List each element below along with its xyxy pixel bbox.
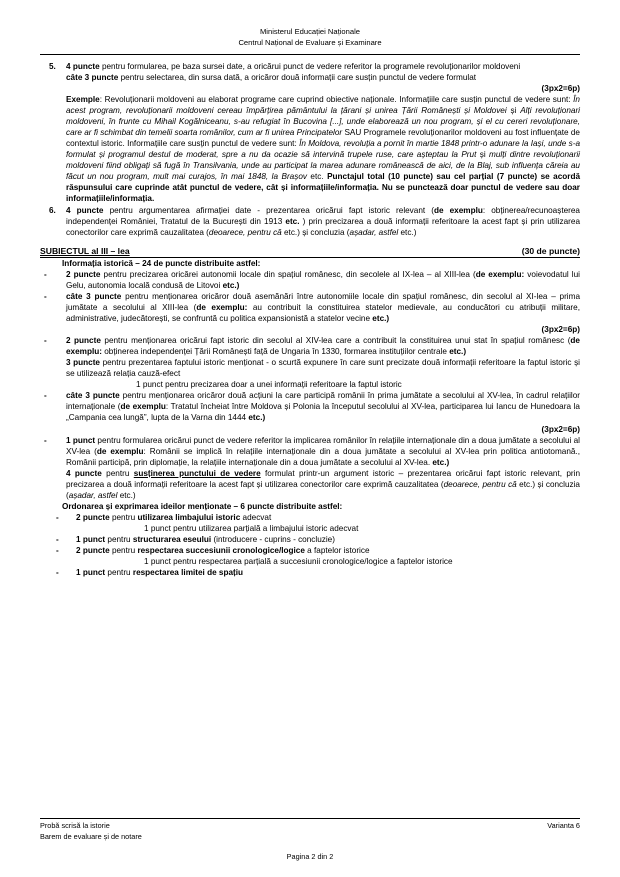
bullet-dash: - bbox=[44, 336, 47, 346]
example-quote-3: În Moldova, revoluția a pornit în martie 1848 printr-o adunare la Iași, unde s-a formulat și programul destul de moderat, spre a nu da ocazie să intervină trupele ruse, care așteptau la Prut bbox=[66, 139, 580, 160]
bullet-2-points: câte 3 puncte bbox=[66, 292, 122, 302]
footer-barem: Barem de evaluare și de notare bbox=[40, 831, 142, 841]
bullet-5-text bbox=[66, 435, 580, 468]
para-4-puncte-text-3: etc.) și concluzia ( bbox=[66, 479, 580, 500]
para-4-puncte bbox=[40, 468, 580, 501]
item-5-line-2-text: pentru selectarea, din sursa dată, a oricăror două informații care susțin punctul de vedere formulat bbox=[118, 73, 477, 83]
bullet-dash: - bbox=[44, 391, 47, 401]
para-4-puncte-underlined: susținerea punctului de vedere bbox=[133, 468, 261, 478]
bullet-dash: - bbox=[44, 270, 47, 280]
bullet-3-points: 2 puncte bbox=[66, 336, 101, 346]
bullet-1-etc: etc.) bbox=[222, 281, 240, 291]
bullet-1-text-1: pentru precizarea oricărei autonomii locale din spațiul românesc, din secolele al IX-lea – al XIII-lea ( bbox=[100, 270, 476, 280]
item-5-line-2 bbox=[66, 72, 580, 83]
item-5-score: (3px2=6p) bbox=[541, 84, 580, 94]
bullet-5-text-2: : Românii se implică în relațiile internaționale din a doua jumătate a secolului al XV-lea prin politica antiotomană., Românii participă, prin diplomație, la relațiile internaționale din a doua jumătate a secolului al XV-lea. bbox=[66, 446, 580, 467]
bullet-4-score-row bbox=[66, 424, 580, 435]
order-bullet-4-text-1: pentru bbox=[105, 567, 133, 577]
item-6-etc: etc. bbox=[285, 217, 300, 227]
footer-page-number: Pagina 2 din 2 bbox=[286, 852, 334, 862]
bullet-1-text-2: voievodatul lui Gelu, autonomia locală condusă de Litovoi bbox=[66, 270, 580, 291]
order-bullet-4-criterion: respectarea limitei de spațiu bbox=[132, 567, 244, 577]
footer-exam-name: Probă scrisă la istorie bbox=[40, 821, 110, 831]
bullet-dash: - bbox=[56, 567, 59, 577]
info-istorica-points: 24 de puncte distribuite astfel: bbox=[142, 259, 261, 269]
bullet-4-text bbox=[66, 390, 580, 423]
bullet-2-text bbox=[66, 291, 580, 324]
bullet-4-text-2: : Tratatul încheiat între Moldova și Polonia la începutul secolului al XV-lea, participarea lui Iancu de Hunedoara la „Campania cea lungă”, lupta de la Varna din 1444 bbox=[66, 402, 580, 423]
order-bullet-1-points: 2 puncte bbox=[76, 512, 110, 522]
bullet-dash: - bbox=[56, 512, 59, 522]
info-istorica-label: Informația istorică bbox=[62, 259, 133, 269]
para-4-puncte-text-4: etc.) bbox=[117, 490, 136, 500]
footer-variant: Varianta 6 bbox=[547, 821, 580, 831]
info-istorica-heading bbox=[40, 258, 580, 269]
ordonarea-heading: Ordonarea și exprimarea ideilor menționate – 6 puncte distribuite astfel: bbox=[62, 501, 343, 511]
order-bullet-1-text-2: adecvat bbox=[240, 512, 272, 522]
example-text-2: și bbox=[506, 106, 521, 116]
bullet-item-1 bbox=[40, 269, 580, 291]
bullet-2-text-1: pentru menționarea oricăror două asemănări între autonomiile locale din spațiul românesc, din secolul al XI-lea – prima jumătate a secolului al XIII-lea ( bbox=[66, 292, 581, 313]
bullet-5-example-label: de exemplu bbox=[96, 446, 144, 456]
bullet-dash: - bbox=[44, 292, 47, 302]
item-5-sub-points: câte 3 puncte bbox=[66, 73, 119, 83]
subject-3-title-row bbox=[40, 246, 580, 259]
bullet-item-4 bbox=[40, 390, 580, 434]
bullet-3-etc: etc.) bbox=[449, 347, 467, 357]
order-bullet-3-text-2: a faptelor istorice bbox=[304, 545, 370, 555]
bullet-5-text-1: pentru formularea oricărui punct de vedere referitor la implicarea românilor în relațiile internaționale din a doua jumătate a secolului al XV-lea ( bbox=[66, 435, 580, 456]
info-istorica-dash: – bbox=[132, 259, 143, 269]
item-5-score-row bbox=[66, 83, 580, 94]
item-5-line-1-text: pentru formularea, pe baza sursei date, a oricărui punct de vedere referitor la programele revoluționarilor moldoveni bbox=[99, 62, 521, 71]
item-6-ital-2: așadar, astfel bbox=[349, 228, 399, 238]
subject-3-points: (30 de puncte) bbox=[521, 245, 580, 256]
order-bullet-1 bbox=[40, 512, 580, 523]
bullet-3-text bbox=[66, 335, 580, 357]
order-bullet-3-text-1: pentru bbox=[109, 545, 138, 555]
bullet-item-3 bbox=[40, 335, 580, 357]
para-1-punct-sub: 1 punct pentru precizarea doar a unei informații referitoare la faptul istoric bbox=[136, 380, 402, 390]
para-3-puncte-points: 3 puncte bbox=[66, 358, 100, 368]
bullet-1-text bbox=[66, 269, 580, 291]
item-5-points: 4 puncte bbox=[66, 62, 100, 71]
example-text-3: SAU Programele revoluționarilor moldoveni au fost influențate de contextul istoric. Informațiile care susțin punctul de vedere sunt: bbox=[66, 128, 580, 149]
bullet-4-text-1: pentru menționarea oricăror două acțiuni la care participă românii în prima jumătate a secolului al XV-lea, în cadrul relațiilor internaționale ( bbox=[66, 391, 581, 412]
bullet-dash: - bbox=[56, 534, 59, 544]
para-4-puncte-ital-1: deoarece, pentru că bbox=[443, 479, 517, 489]
order-bullet-2-points: 1 punct bbox=[76, 534, 106, 544]
item-6-ital-1: deoarece, pentru că bbox=[208, 228, 282, 238]
order-bullet-2 bbox=[40, 534, 580, 545]
bullet-4-points: câte 3 puncte bbox=[66, 391, 120, 401]
para-4-puncte-text-2: formulat printr-un argument istoric – prezentarea oricărui fapt istoric relevant, prin precizarea a două informații referitoare la acest fapt și utilizarea conectorilor care exprimă cauzalitatea ( bbox=[66, 468, 581, 489]
example-bold-tail: Punctajul total (10 puncte) sau cel parțial (7 puncte) se acordă răspunsului care cuprinde atât punctul de vedere, cât și informațiile/informația. Nu se punctează doar punctul de vedere sau doar informațiile/informația. bbox=[66, 172, 581, 204]
bullet-4-score: (3px2=6p) bbox=[541, 424, 580, 434]
bullet-item-5 bbox=[40, 435, 580, 468]
bullet-2-etc: etc.) bbox=[372, 314, 390, 324]
para-4-puncte-ital-2: așadar, astfel bbox=[68, 490, 118, 500]
example-text-4: și bbox=[476, 150, 490, 160]
order-bullet-2-text bbox=[76, 534, 580, 545]
bullet-3-text-1: pentru menționarea oricărui fapt istoric din secolul al XIV-lea care a contribuit la constituirea unui stat în spațiul românesc ( bbox=[100, 336, 571, 346]
bullet-5-etc: etc.) bbox=[432, 457, 450, 467]
ministry-line: Ministerul Educației Naționale bbox=[259, 27, 361, 36]
bullet-1-example-label: de exemplu: bbox=[475, 270, 525, 280]
para-3-puncte-text: pentru prezentarea faptului istoric menționat - o scurtă expunere în care sunt precizate două informații referitoare la faptul istoric și se utilizează relația cauză-efect bbox=[66, 358, 580, 379]
order-bullet-2-criterion: structurarea eseului bbox=[132, 534, 212, 544]
item-5-line-1 bbox=[66, 61, 580, 72]
item-6-number: 6. bbox=[49, 206, 56, 216]
example-label: Exemple bbox=[66, 95, 100, 105]
order-bullet-4-text bbox=[76, 567, 580, 578]
bullet-4-example-label: de exemplu bbox=[120, 402, 166, 412]
header-divider bbox=[40, 54, 580, 55]
document-content bbox=[40, 61, 580, 578]
bullet-1-points: 2 puncte bbox=[66, 270, 101, 280]
item-5 bbox=[40, 61, 580, 204]
center-line: Centrul Național de Evaluare și Examinare bbox=[238, 38, 382, 47]
item-6-text-3: ) prin precizarea a două informații referitoare la acest fapt și prin utilizarea conectorilor care exprimă cauzalitatea ( bbox=[66, 217, 580, 238]
order-bullet-1-criterion: utilizarea limbajului istoric bbox=[137, 512, 241, 522]
para-3-puncte bbox=[40, 357, 580, 379]
footer-divider bbox=[40, 818, 580, 819]
example-text-5: etc. bbox=[306, 172, 328, 182]
order-bullet-2-text-1: pentru bbox=[105, 534, 133, 544]
bullet-3-example-label: de exemplu: bbox=[66, 336, 580, 357]
bullet-4-etc: etc.) bbox=[248, 413, 266, 423]
bullet-dash: - bbox=[44, 435, 47, 445]
bullet-5-points: 1 punct bbox=[66, 435, 96, 445]
item-6-text-4: etc.) și concluzia ( bbox=[281, 228, 350, 238]
bullet-item-2 bbox=[40, 291, 580, 335]
item-5-number: 5. bbox=[49, 62, 56, 71]
bullet-2-score: (3px2=6p) bbox=[541, 325, 580, 335]
order-bullet-2-text-2: (introducere - cuprins - concluzie) bbox=[211, 534, 335, 544]
item-6-text-2: : obținerea/recunoașterea independenței României, Tratatul de la București din 1913 bbox=[66, 206, 580, 227]
order-bullet-3 bbox=[40, 545, 580, 556]
item-6-text bbox=[66, 205, 580, 238]
subject-3-title: SUBIECTUL al III – lea bbox=[40, 245, 130, 256]
item-6-example-label: de exemplu bbox=[433, 206, 483, 216]
item-6 bbox=[40, 205, 580, 238]
order-bullet-4-points: 1 punct bbox=[76, 567, 106, 577]
bullet-3-text-2: obținerea independenței Țării Românești față de Ungaria în 1330, formarea instituțiilor centrale bbox=[101, 347, 450, 357]
order-bullet-3-sub: 1 punct pentru respectarea parțială a succesiunii cronologice/logice a faptelor istorice bbox=[144, 556, 453, 566]
bullet-2-score-row bbox=[66, 324, 580, 335]
order-bullet-3-text bbox=[76, 545, 580, 556]
item-6-points: 4 puncte bbox=[66, 206, 104, 216]
bullet-dash: - bbox=[56, 545, 59, 555]
item-6-text-5: etc.) bbox=[398, 228, 417, 238]
document-footer bbox=[40, 818, 580, 863]
bullet-2-example-label: de exemplu: bbox=[196, 303, 248, 313]
document-header bbox=[40, 26, 580, 51]
item-6-text-1: pentru argumentarea afirmației date - prezentarea oricărui fapt istoric relevant ( bbox=[103, 206, 434, 216]
footer-row-1 bbox=[40, 821, 580, 832]
order-bullet-1-text-1: pentru bbox=[109, 512, 138, 522]
order-bullet-3-points: 2 puncte bbox=[76, 545, 110, 555]
para-4-puncte-points: 4 puncte bbox=[66, 468, 102, 478]
order-bullet-1-text bbox=[76, 512, 580, 523]
order-bullet-1-sub: 1 punct pentru utilizarea parțială a limbajului istoric adecvat bbox=[144, 523, 359, 533]
example-quote-1: În acest program, revoluționarii moldoveni cereau împărțirea pământului la țărani și unirea Țării Românești și Moldovei bbox=[66, 95, 580, 116]
order-bullet-4 bbox=[40, 567, 580, 578]
order-bullet-3-criterion: respectarea succesiunii cronologice/logice bbox=[137, 545, 305, 555]
bullet-2-text-2: au contribuit la constituirea statelor medievale, au conducători cu atribuții militare, administrative, judecătorești, se confruntă cu politica expansionistă a statelor vecine bbox=[66, 303, 580, 324]
example-quote-2: Alți revoluționari moldoveni, în frunte cu Mihail Kogălniceanu, s-au refugiat în Bucovina [...], unde elaborează un nou program, și el cu cereri revoluționare, care ar fi schimbat din temelii soarta românilor, cum ar fi unirea Principatelor bbox=[66, 106, 581, 138]
example-text-1: : Revoluționarii moldoveni au elaborat programe care cuprind obiective naționale. Informațiile care susțin punctul de vedere sunt: bbox=[99, 95, 574, 105]
item-5-example bbox=[66, 94, 580, 204]
example-quote-4: mulți dintre revoluționarii moldoveni fiind obligați să fugă în Transilvania, unde au participat la marea adunare românească de aici, de la Blaj, sub influența căreia au făcut un nou program, mult mai curajos, în mai 1848, la Brașov bbox=[66, 150, 580, 182]
footer-row-2 bbox=[40, 832, 580, 843]
para-4-puncte-text-1: pentru bbox=[101, 468, 134, 478]
